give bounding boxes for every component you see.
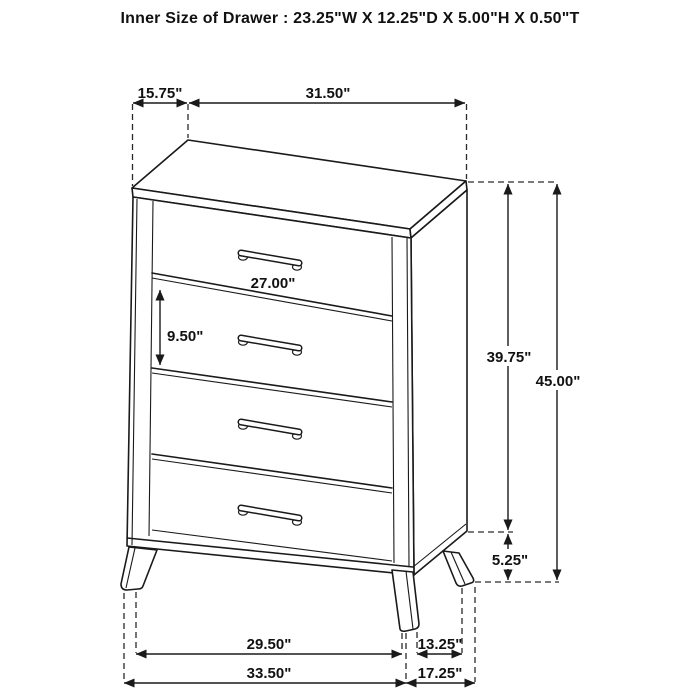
chest-right-panel <box>411 190 467 575</box>
dim-label-leg-height: 5.25" <box>491 552 529 569</box>
dim-label-top-depth: 15.75" <box>137 85 183 102</box>
dim-label-side-leg-spread: 13.25" <box>417 636 463 653</box>
leg-back-right <box>443 551 474 586</box>
chest-front-face <box>127 197 414 575</box>
dim-label-drawer-height: 9.50" <box>167 328 204 345</box>
page-title: Inner Size of Drawer : 23.25"W X 12.25"D X 5.00"H X 0.50"T <box>120 10 580 27</box>
dim-label-overall-height: 45.00" <box>535 373 581 390</box>
dim-label-drawer-width: 27.00" <box>250 275 296 292</box>
dim-label-overall-width: 33.50" <box>246 665 292 682</box>
leg-front-right <box>392 570 419 631</box>
dim-label-top-width: 31.50" <box>305 85 351 102</box>
dim-label-cabinet-height: 39.75" <box>486 349 532 366</box>
chest-drawing <box>121 140 474 631</box>
dim-label-front-leg-spread: 29.50" <box>246 636 292 653</box>
leg-front-left <box>121 547 157 590</box>
dim-label-overall-depth: 17.25" <box>417 665 463 682</box>
